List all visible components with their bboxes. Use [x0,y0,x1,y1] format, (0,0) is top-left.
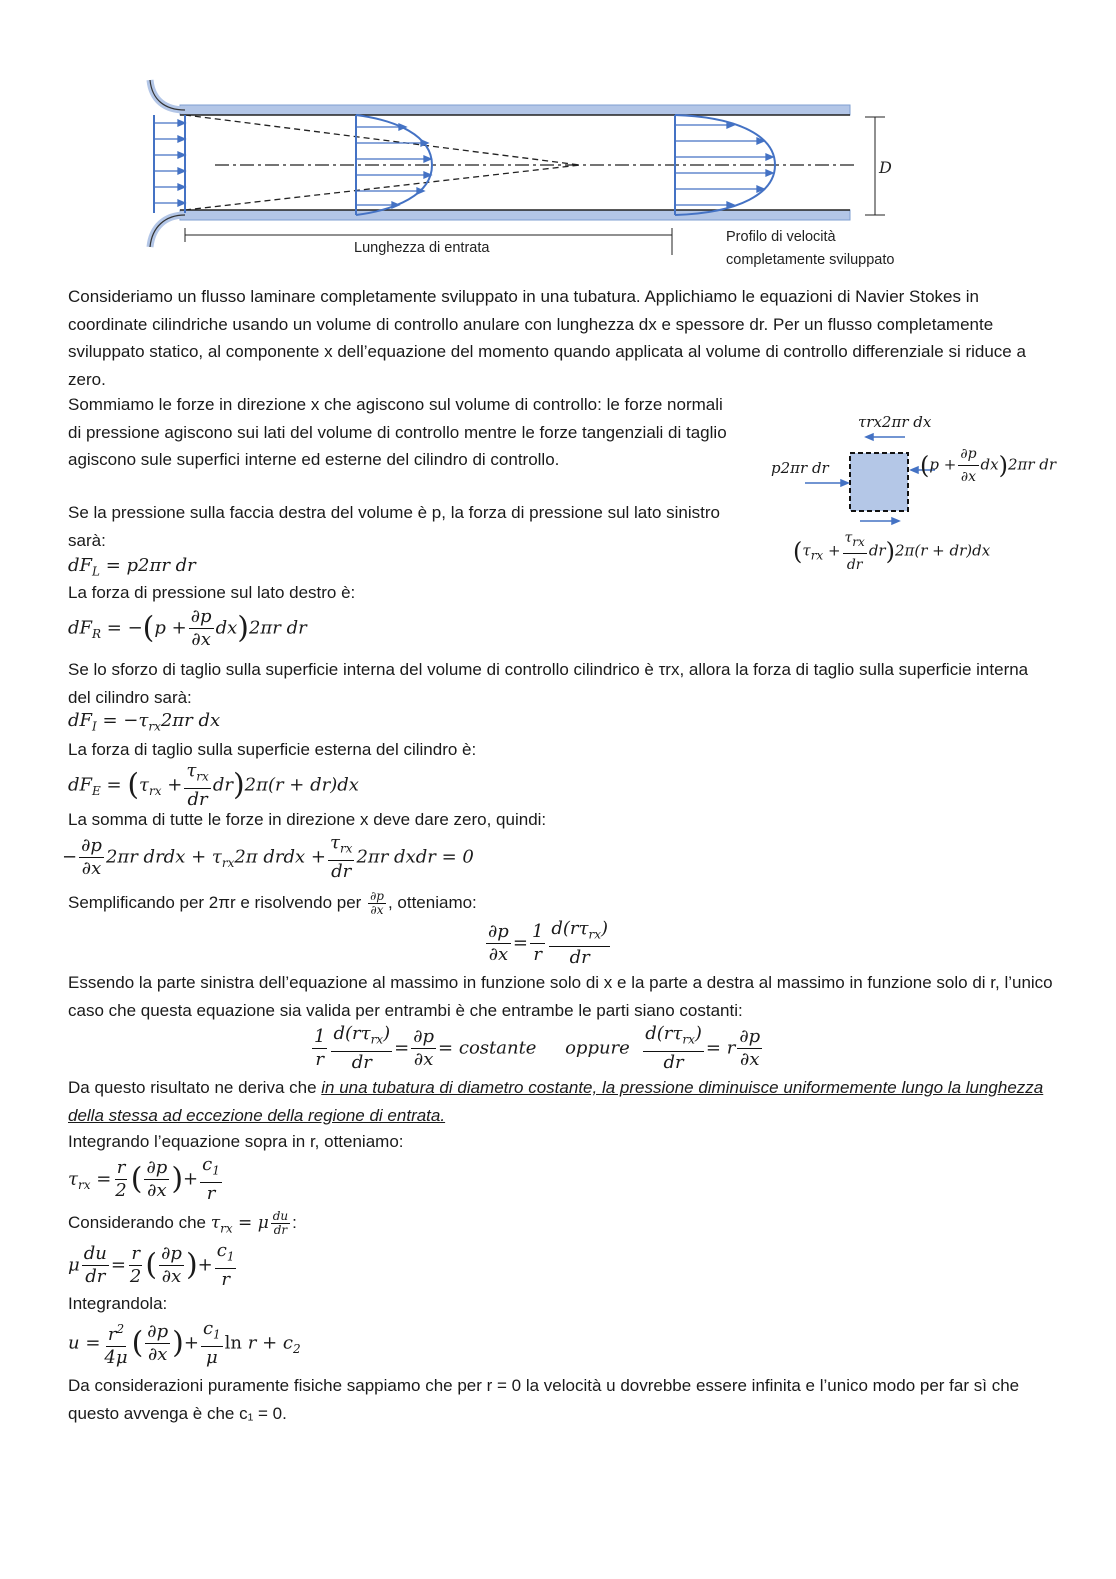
paragraph-forces: Sommiamo le forze in direzione x che agiscono sul volume di controllo: le forze normali di pressione agiscono sui lati del volume di controllo mentre le forze tangenziali di taglio agiscono sule superfici interne ed esterne del cilindro di controllo. [68,395,727,469]
cv-bottom-label: ($\tau_{rx}$ + $\frac{\tau_{rx}}{dr}$ dr)2π(r + dr)dx [793,527,990,576]
eq-dFL: $dF_L = p2\pi r$ dr [68,555,196,579]
paragraph-integrating: Integrandola: [68,1294,168,1313]
profile-label-2: completamente sviluppato [726,252,895,268]
pipe-flow-figure [140,75,940,275]
pipe-wall-bottom [180,210,850,220]
eq-dFR: $dF_R = -(p$ + $\frac{\partial p}{\partial x}$ dx)2πr dr [68,606,307,650]
entrance-length-label: Lunghezza di entrata [354,240,490,256]
eq-sum: − $\frac{\partial p}{\partial x}$ 2πr drdx + $\tau_{rx}2\pi$ drdx + $\frac{\tau_{rx}}{dr}$ 2πr dxdr = 0 [62,832,474,882]
control-volume-figure [800,425,940,530]
paragraph-pressure-right: La forza di pressione sul lato destro è: [68,583,356,602]
eq-dpdx: $\frac{\partial p}{\partial x}$ = $\frac{1}{r}$ $\frac{d(r\tau_{rx})}{dr}$ [488,918,609,968]
pipe-wall-top [180,105,850,115]
paragraph-shear-outer: La forza di taglio sulla superficie esterna del cilindro è: [68,740,477,759]
paragraph-result: Da questo risultato ne deriva che in una tubatura di diametro costante, la pressione diminuisce uniformemente lungo la lunghezza della stessa ad eccezione della regione di entrata. [68,1078,1044,1125]
eq-tau: $\tau_{rx}$ = $\frac{r}{2}$ ( $\frac{\partial p}{\partial x}$ )+ $\frac{c_1}{r}$ [68,1154,220,1204]
paragraph-simplify: Semplificando per 2πr e risolvendo per $\frac{\partial p}{\partial x}$ , otteniamo: [68,889,477,918]
paragraph-integrate: Integrando l’equazione sopra in r, otteniamo: [68,1132,404,1151]
eq-u: u = $\frac{r^2}{4\mu}$ ( $\frac{\partial p}{\partial x}$ )+ $\frac{c_1}{\mu}$ $\ln r + c_2$ [68,1318,301,1368]
paragraph-sum: La somma di tutte le forze in direzione x deve dare zero, quindi: [68,810,547,829]
eq-mu: μ $\frac{du}{dr}$ = $\frac{r}{2}$ ( $\frac{\partial p}{\partial x}$ )+ $\frac{c_1}{r}$ [68,1240,235,1290]
cv-left-label: p2πr dr [771,459,829,477]
paragraph-pressure-left: Se la pressione sulla faccia destra del volume è p, la forza di pressione sul lato sinistro sarà: [68,503,721,550]
paragraph-shear-inner: Se lo sforzo di taglio sulla superficie interna del volume di controllo cilindrico è τrx, allora la forza di taglio sulla superficie interna del cilindro sarà: [68,660,1029,707]
paragraph-constant: Essendo la parte sinistra dell’equazione al massimo in funzione solo di x e la parte a destra al massimo in funzione solo di r, l’unico caso che questa equazione sia valida per entrambi è che entrambe le parti siano costanti: [68,973,1053,1020]
highlight-result: in una tubatura di diametro costante, la pressione diminuisce uniformemente lungo la lunghezza della stessa ad eccezione della regione di entrata. [68,1078,1044,1125]
eq-constant: $\frac{1}{r}$ $\frac{d(r\tau_{rx})}{dr}$ = $\frac{\partial p}{\partial x}$ = costante oppure $\frac{d(r\tau_{rx})}{dr}$ = r $\frac{\partial p}{\partial x}$ [314,1023,761,1073]
cv-top-label: τrx2πr dx [858,413,932,431]
cv-right-label: (p + $\frac{\partial p}{\partial x}$ dx)2πr dr [920,443,1056,488]
diameter-label: D [879,158,892,177]
paragraph-conclusion: Da considerazioni puramente fisiche sappiamo che per r = 0 la velocità u dovrebbe essere infinita e l’unico modo per far sì che questo avvenga è che c₁ = 0. [68,1376,1020,1423]
eq-dFI: $dF_I = -\tau_{rx}2\pi r$ dx [68,710,221,734]
paragraph-intro: Consideriamo un flusso laminare completamente sviluppato in una tubatura. Applichiamo le equazioni di Navier Stokes in coordinate cilindriche usando un volume di controllo anulare con lunghezza dx e spessore dr. Per un flusso completamente sviluppato statico, al componente x dell’equazione del momento quando applicata al volume di controllo differenziale si riduce a zero. [68,287,1026,389]
eq-dFE: $dF_E = (\tau_{rx}$ + $\frac{\tau_{rx}}{dr}$ dr)2π(r + dr)dx [68,760,359,810]
paragraph-considering: Considerando che $\tau_{rx} = \mu$ $\frac{du}{dr}$ : [68,1209,297,1238]
profile-label-1: Profilo di velocità [726,229,836,245]
